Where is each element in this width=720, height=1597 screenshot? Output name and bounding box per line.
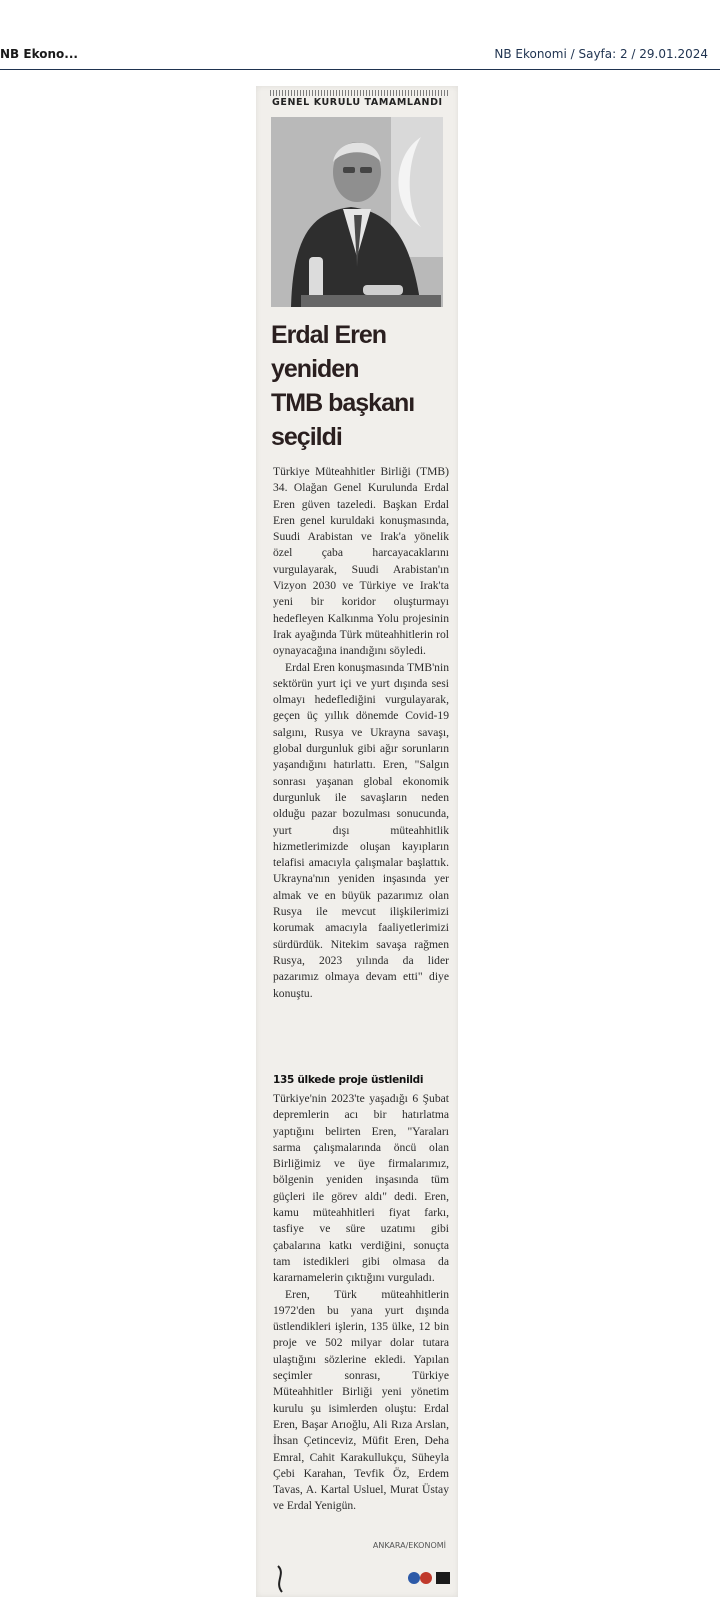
article-body-part-2 (273, 1091, 449, 1515)
body-paragraph: Türkiye Müteahhitler Birliği (TMB) 34. Olağan Genel Kurulunda Erdal Eren güven tazeledi. Başkan Erdal Eren genel kuruldaki konuşmasında, Suudi Arabistan ve Irak'a yönelik özel çaba harcayacaklarını vurgulayarak, Suudi Arabistan'ın Vizyon 2030 ve Türkiye ve Irak'ta yeni bir koridor oluşturmayı hedefleyen Kalkınma Yolu projesinin Irak ayağında Türk müteahhitlerin rol oynayacağına inandığını söyledi. (273, 465, 449, 658)
publication-page-info: NB Ekonomi / Sayfa: 2 / 29.01.2024 (494, 47, 708, 61)
page-bottom-ornament (256, 1562, 458, 1597)
article-byline: ANKARA/EKONOMİ (372, 1541, 446, 1550)
article-subhead: 135 ülkede proje üstlenildi (273, 1074, 424, 1086)
headline-line: yeniden (271, 355, 359, 383)
headline-line: seçildi (271, 423, 342, 451)
speaker-photo (271, 117, 443, 307)
top-hatch-rule (270, 90, 448, 96)
body-paragraph: Erdal Eren konuşmasında TMB'nin sektörün yurt içi ve yurt dışında sesi olmayı hedeflediğini vurgulayarak, geçen üç yıllık dönemde Covid-19 salgını, Rusya ve Ukrayna savaşı, global durgunluk gibi ağır sorunların yaşandığını hatırlattı. Eren, "Salgın sonrası yaşanan global ekonomik durgunluk ile savaşların neden olduğu pazar bozulması sonucunda, yurt dışı müteahhitlik hizmetlerimizde oluşan kayıpların telafisi amacıyla çalışmalar başlattık. Ukrayna'nın yeniden inşasında yer almak ve en büyük pazarımız olan Rusya ile mevcut ilişkilerimizi korumak amacıyla faaliyetlerimizi sürdürdük. Nitekim savaşa rağmen Rusya, 2023 yılında da lider pazarımız olmaya devam etti" diye konuştu. (273, 660, 449, 1000)
article-headline (271, 318, 451, 454)
body-paragraph: Türkiye'nin 2023'te yaşadığı 6 Şubat depremlerin acı bir hatırlatma yaptığını belirten Eren, "Yaraları sarma çalışmalarında öncü olan Birliğimiz ve üye firmalarımız, bölgenin yeniden inşasında tüm güçleri ile görev aldı" dedi. Eren, kamu müteahhitleri fiyat farkı, tasfiye ve süre uzatımı gibi çabalarına katkı verdiğini, sonuçta tam istedikleri gibi olmasa da kararnamelerin çıktığını vurguladı. (273, 1092, 449, 1285)
newspaper-clipping (256, 86, 458, 1597)
publication-short-title: NB Ekono... (0, 47, 78, 61)
headline-line: Erdal Eren (271, 321, 387, 349)
headline-line: TMB başkanı (271, 389, 415, 417)
body-paragraph: Eren, Türk müteahhitlerin 1972'den bu yana yurt dışında üstlendikleri işlerin, 135 ülke, 12 bin proje ve 502 milyar dolar tutara ulaştığını sözlerine ekledi. Yapılan seçimler sonrası, Türkiye Müteahhitler Birliği yeni yönetim kurulu şu isimlerden oluştu: Erdal Eren, Başar Arıoğlu, Ali Rıza Arslan, İhsan Çetinceviz, Müfit Eren, Deha Emral, Cahit Karakullukçu, Süheyla Çebi Karahan, Tevfik Öz, Erdem Tavas, A. Kartal Usluel, Murat Üstay ve Erdal Yenigün. (273, 1287, 449, 1513)
page-header (0, 0, 720, 70)
speaker-photo-illustration (271, 117, 443, 307)
article-kicker: GENEL KURULU TAMAMLANDI (272, 97, 443, 108)
article-body-part-1 (273, 464, 449, 1002)
